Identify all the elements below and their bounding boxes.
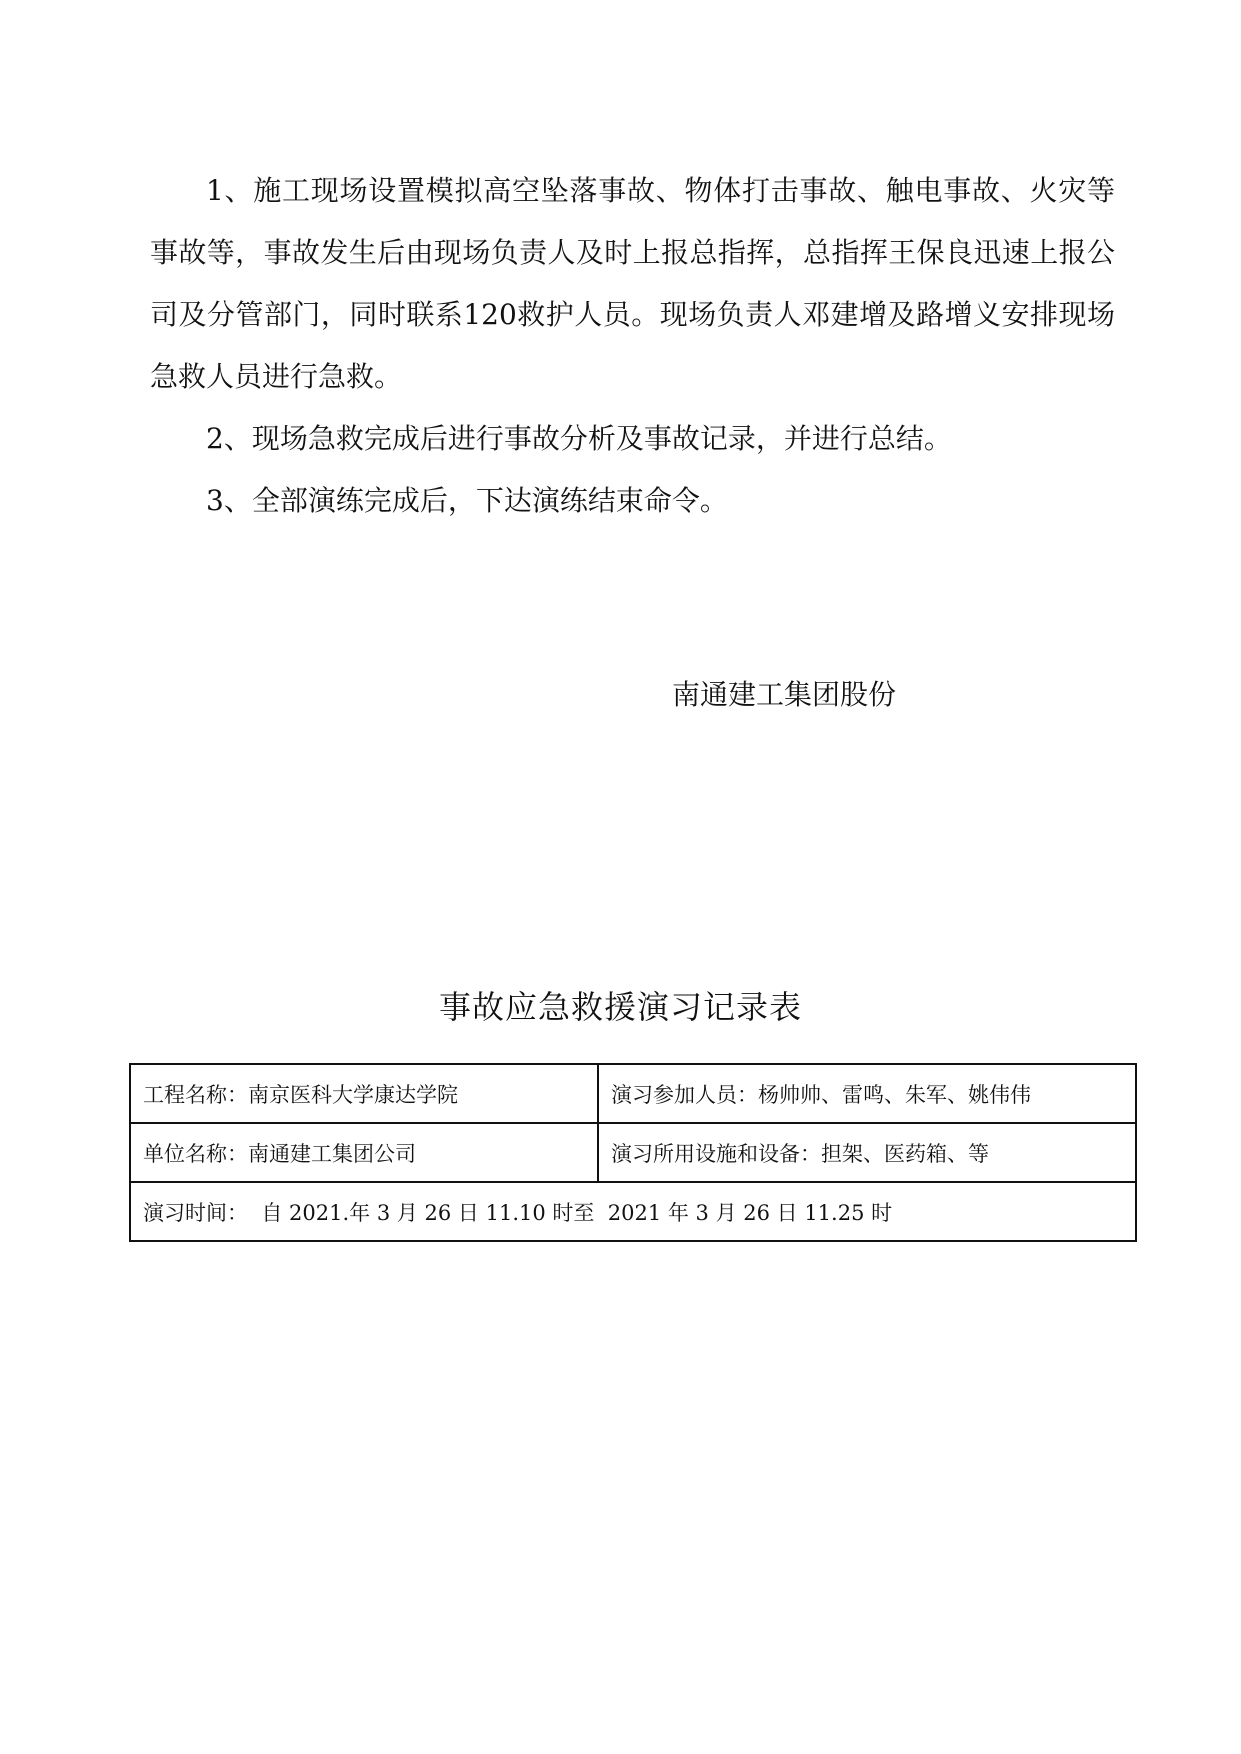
paragraph-1: 1、施工现场设置模拟高空坠落事故、物体打击事故、触电事故、火灾等事故等，事故发生后由现场负责人及时上报总指挥，总指挥王保良迅速上报公司及分管部门，同时联系120救护人员。现场负责人邓建增及路增义安排现场急救人员进行急救。 [150, 174, 1115, 393]
drill-time-cell: 演习时间： 自 2021.年 3 月 26 日 11.10 时至 2021 年 3 月 26 日 11.25 时 [130, 1182, 1136, 1241]
table-row [130, 1123, 1136, 1182]
project-name-cell: 工程名称：南京医科大学康达学院 [130, 1064, 598, 1123]
unit-name-cell: 单位名称：南通建工集团公司 [130, 1123, 598, 1182]
drill-record-table [129, 1063, 1137, 1242]
equipment-cell: 演习所用设施和设备：担架、医药箱、等 [598, 1123, 1136, 1182]
table-row [130, 1064, 1136, 1123]
participants-cell: 演习参加人员：杨帅帅、雷鸣、朱军、姚伟伟 [598, 1064, 1136, 1123]
body-text [150, 160, 1115, 532]
record-table-title: 事故应急救援演习记录表 [438, 988, 802, 1026]
paragraph-3: 3、全部演练完成后，下达演练结束命令。 [206, 484, 728, 517]
paragraph-2: 2、现场急救完成后进行事故分析及事故记录，并进行总结。 [206, 422, 952, 455]
table-row [130, 1182, 1136, 1241]
company-signature: 南通建工集团股份 [672, 678, 897, 711]
